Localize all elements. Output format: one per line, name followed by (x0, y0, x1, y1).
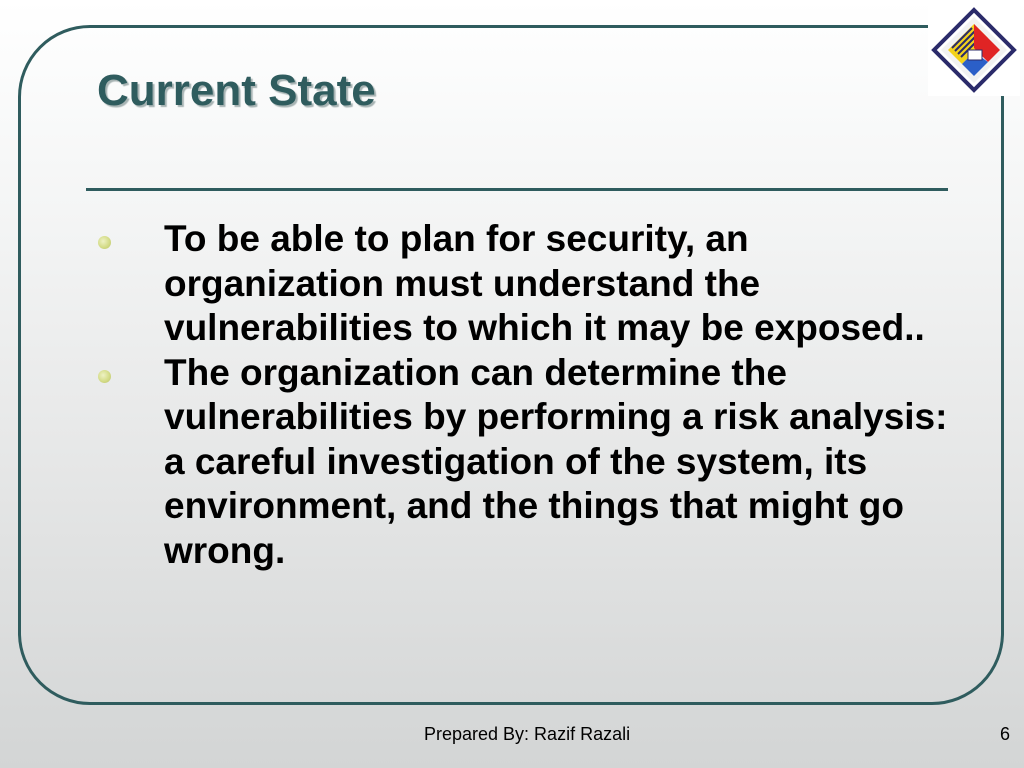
title-divider (86, 188, 948, 191)
bullet-item (98, 351, 948, 574)
bullet-list (98, 217, 948, 573)
bullet-text: The organization can determine the vulnerabilities by performing a risk analysis: a careful investigation of the system, its environment, and the things that might go wrong. (164, 351, 948, 571)
logo-graphic (928, 4, 1020, 96)
footer-prepared-by: Prepared By: Razif Razali (424, 724, 631, 744)
page-number: 6 (999, 724, 1010, 744)
bullet-dot-icon (98, 236, 111, 249)
slide-title: Current State (97, 66, 376, 115)
institution-logo-icon (928, 4, 1020, 96)
bullet-dot-icon (98, 370, 111, 383)
bullet-item (98, 217, 948, 351)
bullet-text: To be able to plan for security, an organization must understand the vulnerabilities to which it may be exposed.. (164, 218, 925, 348)
